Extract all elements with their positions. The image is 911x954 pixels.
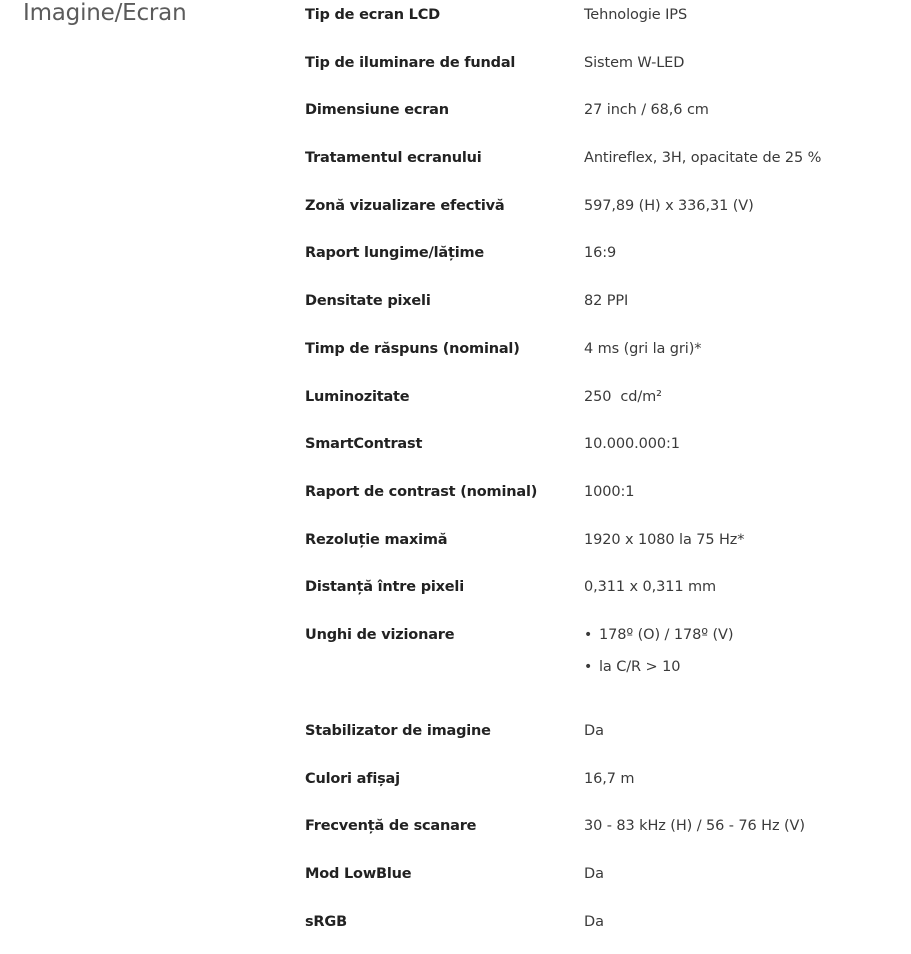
spec-value: 27 inch / 68,6 cm	[584, 102, 709, 119]
list-item	[584, 656, 894, 688]
spec-value: Antireflex, 3H, opacitate de 25 %	[584, 150, 822, 167]
spec-row-coating	[305, 143, 895, 191]
spec-row-response-time	[305, 334, 895, 382]
spec-value: Da	[584, 722, 604, 739]
spec-label: Densitate pixeli	[305, 293, 431, 310]
spec-row-brightness	[305, 382, 895, 430]
spec-label: Zonă vizualizare efectivă	[305, 197, 505, 214]
spec-value: 250 cd/m²	[584, 388, 662, 405]
spec-row-backlight	[305, 48, 895, 96]
spec-row-aspect-ratio	[305, 238, 895, 286]
spec-label: Dimensiune ecran	[305, 102, 449, 119]
spec-row-smartcontrast	[305, 429, 895, 477]
bullet-icon: •	[584, 658, 593, 675]
spec-value: 1000:1	[584, 483, 635, 500]
bullet-icon: •	[584, 626, 593, 643]
spec-row-screen-size	[305, 95, 895, 143]
spec-label: Mod LowBlue	[305, 866, 412, 882]
list-item-text: 178º (O) / 178º (V)	[599, 626, 734, 643]
spec-row-contrast-ratio	[305, 477, 895, 525]
spec-value: 30 - 83 kHz (H) / 56 - 76 Hz (V)	[584, 818, 805, 835]
spec-label: Tip de ecran LCD	[305, 7, 441, 23]
spec-value: 597,89 (H) x 336,31 (V)	[584, 197, 754, 214]
spec-row-image-stabilizer	[305, 716, 895, 764]
spec-row-pixel-density	[305, 286, 895, 334]
spec-value: 10.000.000:1	[584, 436, 680, 453]
spec-row-lowblue-mode	[305, 859, 895, 907]
spec-label: Frecvență de scanare	[305, 818, 477, 835]
spec-row-scan-frequency	[305, 811, 895, 859]
spec-label: Raport lungime/lățime	[305, 245, 485, 262]
spec-value: Da	[584, 866, 604, 882]
spec-label: Distanță între pixeli	[305, 579, 464, 596]
spec-label: Rezoluție maximă	[305, 531, 448, 548]
spec-value: 1920 x 1080 la 75 Hz*	[584, 531, 745, 548]
spec-table	[305, 0, 895, 954]
spec-label: Timp de răspuns (nominal)	[305, 340, 520, 357]
spec-label: Stabilizator de imagine	[305, 722, 491, 739]
spec-row-viewing-area	[305, 191, 895, 239]
spec-row-display-colors	[305, 764, 895, 812]
spec-value: 0,311 x 0,311 mm	[584, 579, 717, 596]
spec-row-viewing-angle	[305, 620, 895, 716]
spec-row-max-resolution	[305, 525, 895, 573]
spec-label: Raport de contrast (nominal)	[305, 483, 538, 500]
spec-label: sRGB	[305, 913, 347, 930]
spec-label: Unghi de vizionare	[305, 626, 455, 643]
list-item-text: la C/R > 10	[599, 658, 681, 675]
spec-value: Tehnologie IPS	[584, 7, 688, 23]
spec-value: Sistem W-LED	[584, 54, 685, 71]
spec-value: 4 ms (gri la gri)*	[584, 340, 702, 357]
spec-value: Da	[584, 913, 604, 930]
section-title: Imagine/Ecran	[23, 0, 187, 26]
spec-label: Culori afișaj	[305, 770, 400, 787]
spec-row-pixel-pitch	[305, 572, 895, 620]
spec-label: Tratamentul ecranului	[305, 150, 482, 167]
spec-row-lcd-type	[305, 0, 895, 48]
spec-value: 16:9	[584, 245, 617, 262]
spec-row-srgb	[305, 907, 895, 954]
spec-value: 82 PPI	[584, 293, 629, 310]
spec-value-list	[584, 624, 894, 688]
spec-value: 16,7 m	[584, 770, 635, 787]
spec-label: SmartContrast	[305, 436, 423, 453]
spec-label: Tip de iluminare de fundal	[305, 54, 516, 71]
spec-label: Luminozitate	[305, 388, 410, 405]
list-item	[584, 624, 894, 656]
